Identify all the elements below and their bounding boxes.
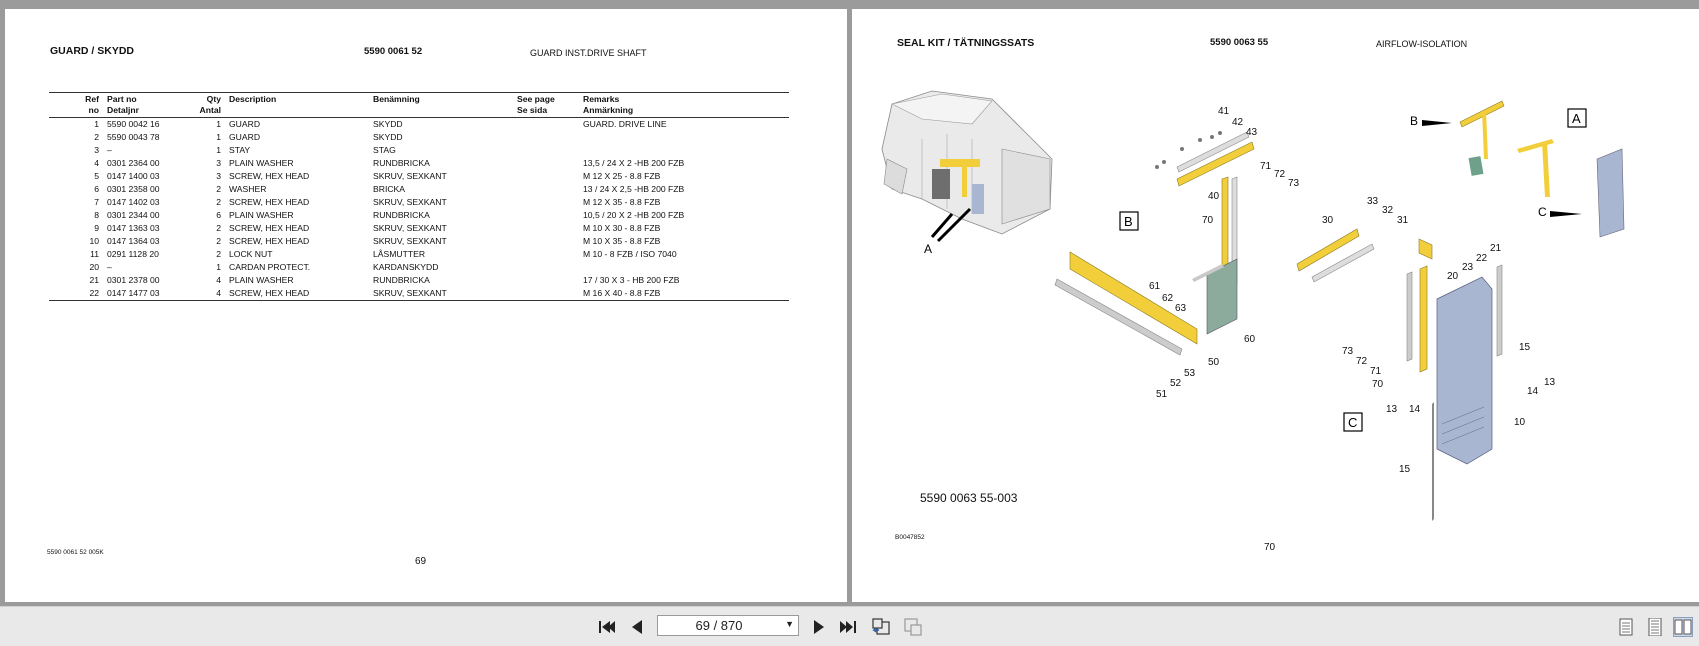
cell-description: SCREW, HEX HEAD <box>229 223 310 233</box>
cell-part-no: 0147 1402 03 <box>107 197 160 207</box>
cell-part-no: 0147 1363 03 <box>107 223 160 233</box>
cell-qty: 3 <box>216 158 221 168</box>
first-page-icon <box>598 619 616 635</box>
cell-ref: 8 <box>94 210 99 220</box>
table-row <box>49 209 789 222</box>
cell-benamning: BRICKA <box>373 184 405 194</box>
cell-description: PLAIN WASHER <box>229 275 294 285</box>
svg-text:53: 53 <box>1184 368 1196 379</box>
svg-text:52: 52 <box>1170 378 1182 389</box>
cell-benamning: LÅSMUTTER <box>373 249 426 259</box>
svg-text:42: 42 <box>1232 117 1244 128</box>
cell-qty: 2 <box>216 223 221 233</box>
cell-remarks <box>581 261 789 274</box>
table-row <box>49 196 789 209</box>
cell-see-page <box>515 274 581 287</box>
header-description: Description <box>227 93 371 118</box>
cell-benamning: SKRUV, SEXKANT <box>373 171 447 181</box>
table-row <box>49 287 789 301</box>
header-part-no: Part no Detaljnr <box>105 93 193 118</box>
svg-text:14: 14 <box>1527 386 1539 397</box>
cell-ref: 1 <box>94 119 99 129</box>
cell-see-page <box>515 170 581 183</box>
single-page-view-icon <box>1618 618 1634 636</box>
parts-table-header <box>49 93 789 118</box>
left-footer-code: 5590 0061 52 005K <box>47 549 104 556</box>
cell-ref: 9 <box>94 223 99 233</box>
callout-c-pointer: C <box>1538 205 1547 219</box>
callout-box-a-label: A <box>1572 111 1581 126</box>
svg-text:72: 72 <box>1356 356 1368 367</box>
cell-benamning: RUNDBRICKA <box>373 158 430 168</box>
table-row <box>49 170 789 183</box>
left-page-title: GUARD / SKYDD <box>50 45 135 57</box>
svg-text:50: 50 <box>1208 357 1220 368</box>
cell-remarks: 13 / 24 X 2,5 -HB 200 FZB <box>583 184 685 194</box>
cell-qty: 1 <box>216 262 221 272</box>
cell-see-page <box>515 261 581 274</box>
cell-description: LOCK NUT <box>229 249 273 259</box>
left-page-number: 69 <box>415 556 427 567</box>
svg-text:10: 10 <box>1514 417 1526 428</box>
cell-benamning: RUNDBRICKA <box>373 275 430 285</box>
cell-part-no: 0301 2364 00 <box>107 158 160 168</box>
table-row <box>49 118 789 132</box>
svg-text:21: 21 <box>1490 243 1502 254</box>
table-row <box>49 131 789 144</box>
cell-remarks <box>581 131 789 144</box>
seal-strip-40 <box>1155 131 1254 186</box>
cell-see-page <box>515 248 581 261</box>
table-row <box>49 261 789 274</box>
cell-qty: 1 <box>216 145 221 155</box>
cell-description: WASHER <box>229 184 267 194</box>
callout-box-c-label: C <box>1348 415 1358 430</box>
cell-qty: 2 <box>216 249 221 259</box>
cell-see-page <box>515 183 581 196</box>
cell-benamning: SKYDD <box>373 119 403 129</box>
cell-benamning: STAG <box>373 145 396 155</box>
parts-table <box>49 92 789 301</box>
cell-part-no: 0147 1364 03 <box>107 236 160 246</box>
svg-text:13: 13 <box>1544 377 1556 388</box>
cell-part-no: 0147 1400 03 <box>107 171 160 181</box>
cell-part-no: 0301 2378 00 <box>107 275 160 285</box>
exploded-parts-diagram <box>852 9 1699 602</box>
cell-ref: 5 <box>94 171 99 181</box>
left-page-subtitle: GUARD INST.DRIVE SHAFT <box>530 48 647 58</box>
cell-description: STAY <box>229 145 251 155</box>
right-page-part-number: 5590 0063 55 <box>1210 37 1269 48</box>
cell-remarks: M 12 X 35 - 8.8 FZB <box>583 197 661 207</box>
svg-text:31: 31 <box>1397 215 1409 226</box>
table-row <box>49 183 789 196</box>
right-page <box>852 9 1699 602</box>
cell-part-no: 0147 1477 03 <box>105 287 193 301</box>
svg-text:51: 51 <box>1156 389 1168 400</box>
cell-description: SCREW, HEX HEAD <box>227 287 371 301</box>
cell-benamning: SKYDD <box>373 132 403 142</box>
left-page-part-number: 5590 0061 52 <box>364 46 423 57</box>
drawing-number: 5590 0063 55-003 <box>920 491 1018 505</box>
cell-see-page <box>515 287 581 301</box>
cell-description: SCREW, HEX HEAD <box>229 197 310 207</box>
cell-ref: 3 <box>94 145 99 155</box>
page-indicator: 69 / 870 <box>695 618 743 633</box>
cell-description: GUARD <box>229 119 261 129</box>
cell-ref: 2 <box>94 132 99 142</box>
cell-ref: 20 <box>89 262 99 272</box>
table-row <box>49 157 789 170</box>
right-page-subtitle: AIRFLOW-ISOLATION <box>1376 39 1468 49</box>
last-page-icon <box>839 619 857 635</box>
cell-ref: 10 <box>89 236 99 246</box>
cell-description: PLAIN WASHER <box>229 158 294 168</box>
cell-see-page <box>515 235 581 248</box>
cell-description: PLAIN WASHER <box>229 210 294 220</box>
svg-text:61: 61 <box>1149 281 1161 292</box>
svg-text:70: 70 <box>1372 379 1384 390</box>
svg-text:20: 20 <box>1447 271 1459 282</box>
cell-part-no: – <box>107 262 112 272</box>
cell-remarks: 13,5 / 24 X 2 -HB 200 FZB <box>583 158 685 168</box>
right-page-title: SEAL KIT / TÄTNINGSSATS <box>897 37 1035 49</box>
svg-text:40: 40 <box>1208 191 1220 202</box>
cell-see-page <box>515 118 581 132</box>
cell-remarks: M 12 X 25 - 8.8 FZB <box>583 171 661 181</box>
table-row <box>49 235 789 248</box>
svg-text:23: 23 <box>1462 262 1474 273</box>
cell-ref: 7 <box>94 197 99 207</box>
header-qty: Qty Antal <box>193 93 227 118</box>
right-page-number: 70 <box>1264 542 1276 553</box>
svg-text:63: 63 <box>1175 303 1187 314</box>
cell-see-page <box>515 157 581 170</box>
go-forward-icon <box>903 618 923 636</box>
svg-text:62: 62 <box>1162 293 1174 304</box>
svg-text:22: 22 <box>1476 253 1488 264</box>
cell-see-page <box>515 196 581 209</box>
svg-text:41: 41 <box>1218 106 1230 117</box>
table-row <box>49 144 789 157</box>
cell-qty: 1 <box>216 119 221 129</box>
table-row <box>49 274 789 287</box>
svg-text:33: 33 <box>1367 196 1379 207</box>
table-row <box>49 222 789 235</box>
cell-qty: 1 <box>216 132 221 142</box>
cell-description: GUARD <box>229 132 261 142</box>
page-number-field[interactable] <box>657 615 799 636</box>
continuous-view-button[interactable] <box>1645 617 1665 637</box>
machine-overview-illustration <box>882 91 1052 256</box>
chevron-down-icon: ▼ <box>785 619 794 629</box>
svg-text:73: 73 <box>1342 346 1354 357</box>
go-back-icon <box>871 618 891 636</box>
cell-remarks: M 16 X 40 - 8.8 FZB <box>581 287 789 301</box>
continuous-view-icon <box>1647 618 1663 636</box>
cell-remarks: GUARD. DRIVE LINE <box>583 119 667 129</box>
cell-qty: 2 <box>216 236 221 246</box>
callout-box-b-label: B <box>1124 214 1133 229</box>
svg-text:32: 32 <box>1382 205 1394 216</box>
right-footer-code: B0047852 <box>895 534 925 541</box>
table-row <box>49 248 789 261</box>
cell-remarks: 17 / 30 X 3 - HB 200 FZB <box>583 275 680 285</box>
facing-pages-view-icon <box>1674 619 1692 635</box>
cell-qty: 3 <box>216 171 221 181</box>
facing-pages-view-button[interactable] <box>1673 617 1693 637</box>
next-page-button[interactable] <box>808 617 828 637</box>
cell-see-page <box>515 131 581 144</box>
svg-text:14: 14 <box>1409 404 1421 415</box>
cell-part-no: 5590 0043 78 <box>107 132 160 142</box>
svg-text:15: 15 <box>1399 464 1411 475</box>
cell-qty: 2 <box>216 197 221 207</box>
cell-remarks: 10,5 / 20 X 2 -HB 200 FZB <box>583 210 685 220</box>
cell-benamning: SKRUV, SEXKANT <box>371 287 515 301</box>
svg-text:15: 15 <box>1519 342 1531 353</box>
svg-text:60: 60 <box>1244 334 1256 345</box>
next-page-icon <box>811 619 825 635</box>
cell-part-no: – <box>107 145 112 155</box>
cell-remarks: M 10 - 8 FZB / ISO 7040 <box>583 249 677 259</box>
cell-see-page <box>515 222 581 235</box>
cell-description: CARDAN PROTECT. <box>229 262 311 272</box>
cell-benamning: KARDANSKYDD <box>373 262 439 272</box>
svg-text:71: 71 <box>1370 366 1382 377</box>
cell-remarks: M 10 X 30 - 8.8 FZB <box>583 223 661 233</box>
cell-description: SCREW, HEX HEAD <box>229 171 310 181</box>
callout-a-overview: A <box>924 242 933 256</box>
cell-remarks: M 10 X 35 - 8.8 FZB <box>583 236 661 246</box>
go-back-button[interactable] <box>871 617 891 637</box>
callout-b-pointer: B <box>1410 114 1419 128</box>
single-page-view-button[interactable] <box>1616 617 1636 637</box>
header-see-page: See page Se sida <box>515 93 581 118</box>
cell-qty: 4 <box>193 287 227 301</box>
cell-benamning: RUNDBRICKA <box>373 210 430 220</box>
cell-description: SCREW, HEX HEAD <box>229 236 310 246</box>
previous-page-button[interactable] <box>627 617 647 637</box>
cell-part-no: 5590 0042 16 <box>107 119 160 129</box>
svg-text:73: 73 <box>1288 178 1300 189</box>
svg-text:72: 72 <box>1274 169 1286 180</box>
header-benamning: Benämning <box>371 93 515 118</box>
cell-benamning: SKRUV, SEXKANT <box>373 223 447 233</box>
go-forward-button[interactable] <box>903 617 923 637</box>
cell-qty: 6 <box>216 210 221 220</box>
first-page-button[interactable] <box>597 617 617 637</box>
cell-part-no: 0301 2358 00 <box>107 184 160 194</box>
header-ref: Ref no <box>49 93 105 118</box>
cell-part-no: 0291 1128 20 <box>107 249 159 259</box>
last-page-button[interactable] <box>838 617 858 637</box>
previous-page-icon <box>630 619 644 635</box>
cell-benamning: SKRUV, SEXKANT <box>373 236 447 246</box>
header-remarks: Remarks Anmärkning <box>581 93 789 118</box>
svg-text:13: 13 <box>1386 404 1398 415</box>
cell-benamning: SKRUV, SEXKANT <box>373 197 447 207</box>
cell-see-page <box>515 144 581 157</box>
cell-remarks <box>581 144 789 157</box>
svg-text:71: 71 <box>1260 161 1272 172</box>
cell-ref: 21 <box>89 275 99 285</box>
cell-qty: 2 <box>216 184 221 194</box>
cell-ref: 22 <box>49 287 105 301</box>
cell-qty: 4 <box>216 275 221 285</box>
svg-text:70: 70 <box>1202 215 1214 226</box>
cell-see-page <box>515 209 581 222</box>
svg-text:43: 43 <box>1246 127 1258 138</box>
cell-ref: 11 <box>90 249 99 259</box>
cell-ref: 4 <box>94 158 99 168</box>
cell-part-no: 0301 2344 00 <box>107 210 160 220</box>
left-page <box>5 9 847 602</box>
viewer-toolbar <box>0 606 1699 646</box>
svg-text:30: 30 <box>1322 215 1334 226</box>
cell-ref: 6 <box>94 184 99 194</box>
